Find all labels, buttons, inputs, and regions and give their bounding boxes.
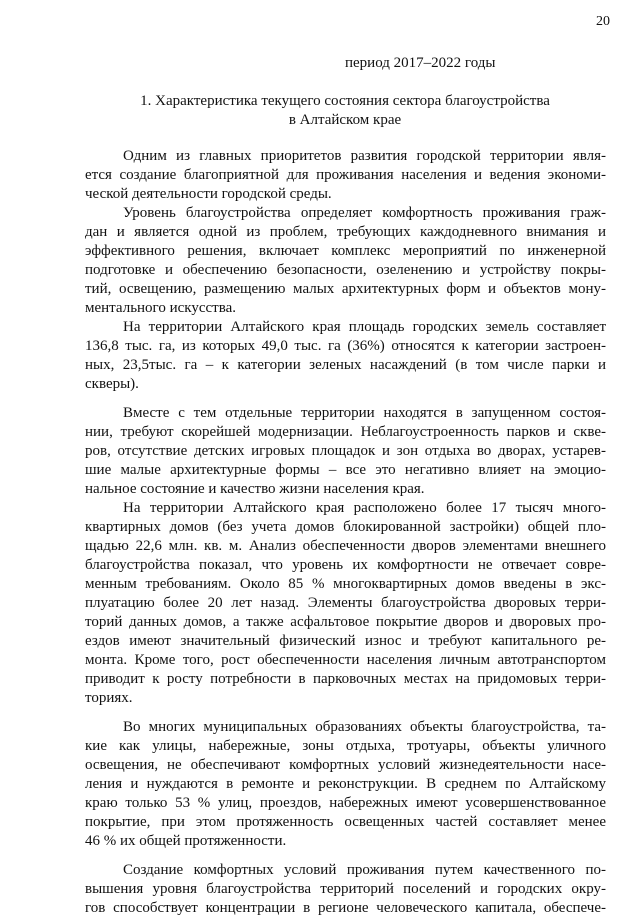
text-line: ториях. <box>85 690 133 706</box>
text-line: шие малые архитектурные формы – все это негативно влияет на эмоцио- <box>85 462 606 478</box>
text-line: благоустройства показал, что уровень их комфортности не отвечает совре- <box>85 557 606 573</box>
paragraph <box>85 204 606 318</box>
text-line: торий данных домов, а также асфальтовое покрытие дворов и дворовых про- <box>85 614 606 630</box>
text-line: дан и является одной из проблем, требующих каждодневного внимания и <box>85 224 606 240</box>
paragraph <box>85 147 606 204</box>
document-body <box>85 147 606 918</box>
text-line: вышения уровня благоустройства территорий поселений и городских окру- <box>85 881 606 897</box>
text-line: гов способствует концентрации в регионе человеческого капитала, обеспече- <box>85 900 606 916</box>
text-line: скверы). <box>85 376 139 392</box>
text-line: приводит к росту потребности в парковочных местах на придомовых терри- <box>85 671 606 687</box>
paragraph <box>85 718 606 851</box>
paragraph <box>85 499 606 708</box>
text-line: квартирных домов (без учета домов блокированной застройки) общей пло- <box>85 519 606 535</box>
text-line: Одним из главных приоритетов развития городской территории явля- <box>123 148 606 164</box>
text-line: На территории Алтайского края площадь городских земель составляет <box>123 319 606 335</box>
text-line: покрытие, при этом протяженность освещенных частей составляет менее <box>85 814 606 830</box>
text-line: Уровень благоустройства определяет комфортность проживания граж- <box>123 205 606 221</box>
text-line: ческой деятельности городской среды. <box>85 186 332 202</box>
section-heading <box>85 92 605 130</box>
text-line: плуатацию более 20 лет назад. Элементы благоустройства дворовых терри- <box>85 595 606 611</box>
section-heading-line: в Алтайском крае <box>288 112 402 128</box>
text-line: На территории Алтайского края расположено более 17 тысяч много- <box>123 500 606 516</box>
section-heading-line: 1. Характеристика текущего состояния сектора благоустройства <box>140 93 550 109</box>
text-line: 136,8 тыс. га, из которых 49,0 тыс. га (36%) относятся к категории застроен- <box>85 338 606 354</box>
paragraph <box>85 861 606 918</box>
text-line: ров, отсутствие детских игровых площадок и зон отдыха во дворах, устарев- <box>85 443 606 459</box>
text-line: ментального искусства. <box>85 300 237 316</box>
text-line: тий, освещению, размещению малых архитектурных форм и объектов мону- <box>85 281 606 297</box>
text-line: Вместе с тем отдельные территории находятся в запущенном состоя- <box>123 405 606 421</box>
page-number: 20 <box>596 14 610 29</box>
text-line: кие как улицы, набережные, зоны отдыха, тротуары, объекты уличного <box>85 738 606 754</box>
period-line: период 2017–2022 годы <box>345 55 496 71</box>
text-line: нальное состояние и качество жизни населения края. <box>85 481 425 497</box>
text-line: ездов имеют значительный физический износ и требуют капитального ре- <box>85 633 606 649</box>
text-line: освещения, не обеспечивают комфортных условий жизнедеятельности насе- <box>85 757 606 773</box>
text-line: ления и нуждаются в ремонте и реконструкции. В среднем по Алтайскому <box>85 776 606 792</box>
text-line: ется создание благоприятной для проживания населения и ведения экономи- <box>85 167 606 183</box>
text-line: 46 % их общей протяженности. <box>85 833 287 849</box>
paragraph <box>85 318 606 394</box>
text-line: Создание комфортных условий проживания путем качественного по- <box>123 862 606 878</box>
text-line: краю только 53 % улиц, проездов, набережных имеют усовершенствованное <box>85 795 606 811</box>
text-line: эффективного решения, включает комплекс мероприятий по инженерной <box>85 243 606 259</box>
text-line: нии, требуют скорейшей модернизации. Неблагоустроенность парков и скве- <box>85 424 606 440</box>
text-line: монта. Кроме того, рост обеспеченности населения личным автотранспортом <box>85 652 606 668</box>
text-line: Во многих муниципальных образованиях объекты благоустройства, та- <box>123 719 606 735</box>
paragraph <box>85 404 606 499</box>
text-line: менным требованиям. Около 85 % многоквартирных домов введены в экс- <box>85 576 606 592</box>
text-line: подготовке и обеспечению безопасности, озеленению и устройству покры- <box>85 262 606 278</box>
text-line: щадью 22,6 млн. кв. м. Анализ обеспеченности дворов элементами внешнего <box>85 538 606 554</box>
text-line: ных, 23,5тыс. га – к категории зеленых насаждений (в том числе парки и <box>85 357 606 373</box>
